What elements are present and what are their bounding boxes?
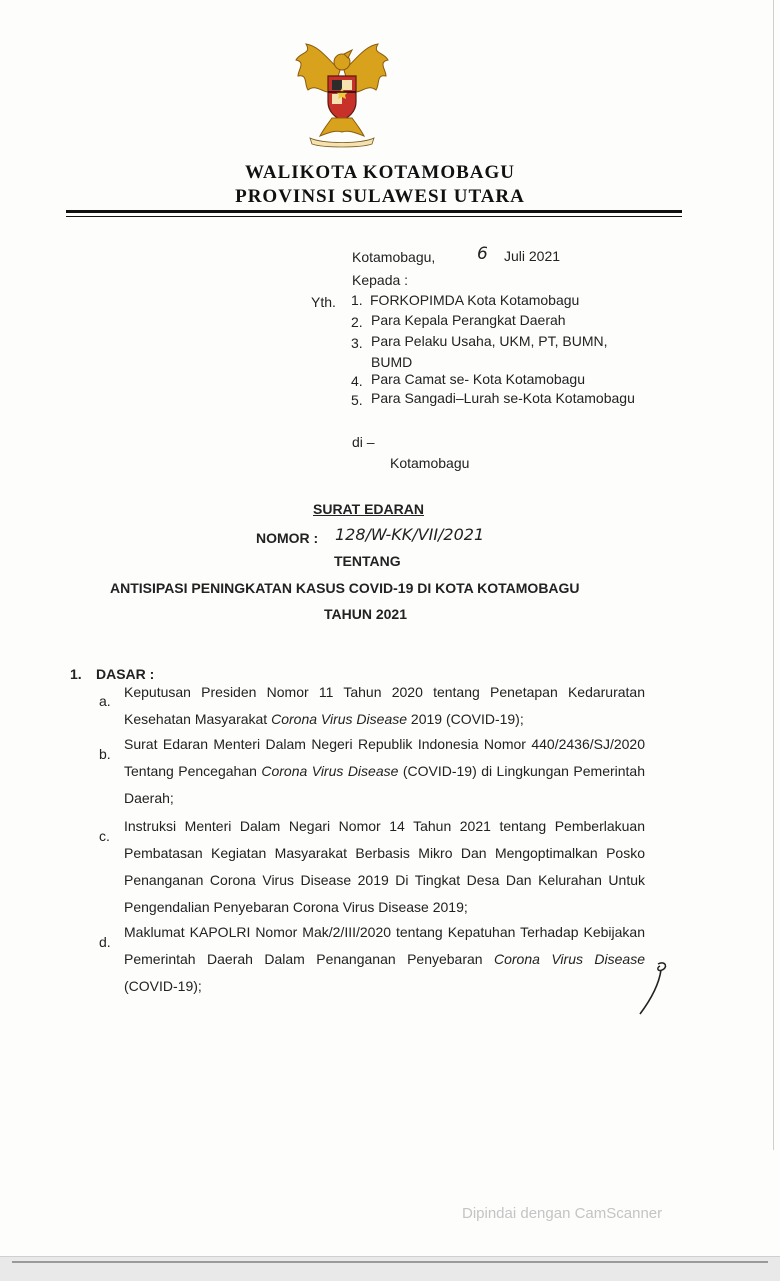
section-heading: DASAR : [96, 666, 155, 682]
item-text: Surat Edaran Menteri Dalam Negeri Republik Indonesia Nomor 440/2436/SJ/2020 Tentang Pencegahan [124, 736, 645, 779]
tentang-label: TENTANG [334, 553, 401, 569]
item-letter: b. [99, 746, 111, 762]
page-edge [773, 0, 774, 1150]
date-city: Kotamobagu, [352, 249, 436, 265]
item-letter: a. [99, 693, 111, 709]
item-text-end: 2019 (COVID-19); [407, 711, 524, 727]
recipient-item: Para Pelaku Usaha, UKM, PT, BUMN, [371, 333, 608, 349]
nomor-label: NOMOR : [256, 530, 319, 546]
recipient-num: 2. [351, 314, 363, 330]
item-text-end: (COVID-19) di Lingkungan Pemerintah Daerah; [124, 763, 645, 806]
item-text-italic: Corona Virus Disease [261, 763, 399, 779]
next-page-rule [12, 1261, 768, 1263]
paraf-mark [632, 958, 672, 1018]
recipient-num: 4. [351, 373, 363, 389]
recipient-di: di – [352, 434, 375, 450]
garuda-emblem [292, 40, 392, 148]
recipient-item: Para Kepala Perangkat Daerah [371, 312, 566, 328]
next-page-edge [0, 1256, 780, 1281]
item-text-end: (COVID-19); [124, 978, 202, 994]
dasar-item-a [124, 679, 645, 733]
dasar-item-d [124, 919, 645, 1000]
item-text-italic: Corona Virus Disease [271, 711, 408, 727]
recipient-num: 5. [351, 392, 363, 408]
recipient-item: Para Camat se- Kota Kotamobagu [371, 371, 586, 387]
recipient-item-continued: BUMD [371, 354, 413, 370]
nomor-value-handwritten: 128/W-KK/VII/2021 [335, 525, 485, 544]
document-subject: ANTISIPASI PENINGKATAN KASUS COVID-19 DI KOTA KOTAMOBAGU [110, 580, 580, 596]
recipient-item: FORKOPIMDA Kota Kotamobagu [370, 292, 580, 308]
recipient-num: 1. [351, 292, 363, 308]
item-letter: c. [99, 828, 110, 844]
recipient-item: Para Sangadi–Lurah se-Kota Kotamobagu [371, 390, 635, 406]
item-text: Keputusan Presiden Nomor 11 Tahun 2020 tentang Penetapan Kedaruratan Kesehatan Masyarakat [124, 684, 645, 727]
item-text: Instruksi Menteri Dalam Negari Nomor 14 Tahun 2021 tentang Pemberlakuan Pembatasan Kegiatan Masyarakat Berbasis Mikro Dan Mengoptimalkan Posko Penanganan Corona Virus Disease 2019 Di Tingkat Desa Dan Kelurahan Untuk Pengendalian Penyebaran Corona Virus Disease 2019; [124, 818, 645, 915]
header-rule-thin [66, 216, 682, 217]
recipient-place: Kotamobagu [390, 455, 470, 471]
header-title: WALIKOTA KOTAMOBAGU [244, 162, 516, 183]
date-month-year: Juli 2021 [504, 248, 561, 264]
document-type: SURAT EDARAN [313, 501, 424, 517]
recipient-num: 3. [351, 335, 363, 351]
dasar-item-b [124, 731, 645, 812]
item-text-italic: Corona Virus Disease [494, 951, 645, 967]
dasar-item-c [124, 813, 645, 921]
document-year: TAHUN 2021 [324, 606, 407, 622]
date-day-handwritten: 6 [477, 244, 488, 264]
recipient-kepada: Kepada : [352, 272, 409, 288]
item-text: Maklumat KAPOLRI Nomor Mak/2/III/2020 tentang Kepatuhan Terhadap Kebijakan Pemerintah Daerah Dalam Penanganan Penyebaran [124, 924, 645, 967]
scanner-watermark: Dipindai dengan CamScanner [462, 1205, 663, 1222]
section-number: 1. [70, 666, 82, 682]
header-subtitle: PROVINSI SULAWESI UTARA [235, 186, 525, 207]
item-letter: d. [99, 934, 111, 950]
header-rule-thick [66, 210, 682, 213]
recipient-yth: Yth. [311, 294, 336, 310]
